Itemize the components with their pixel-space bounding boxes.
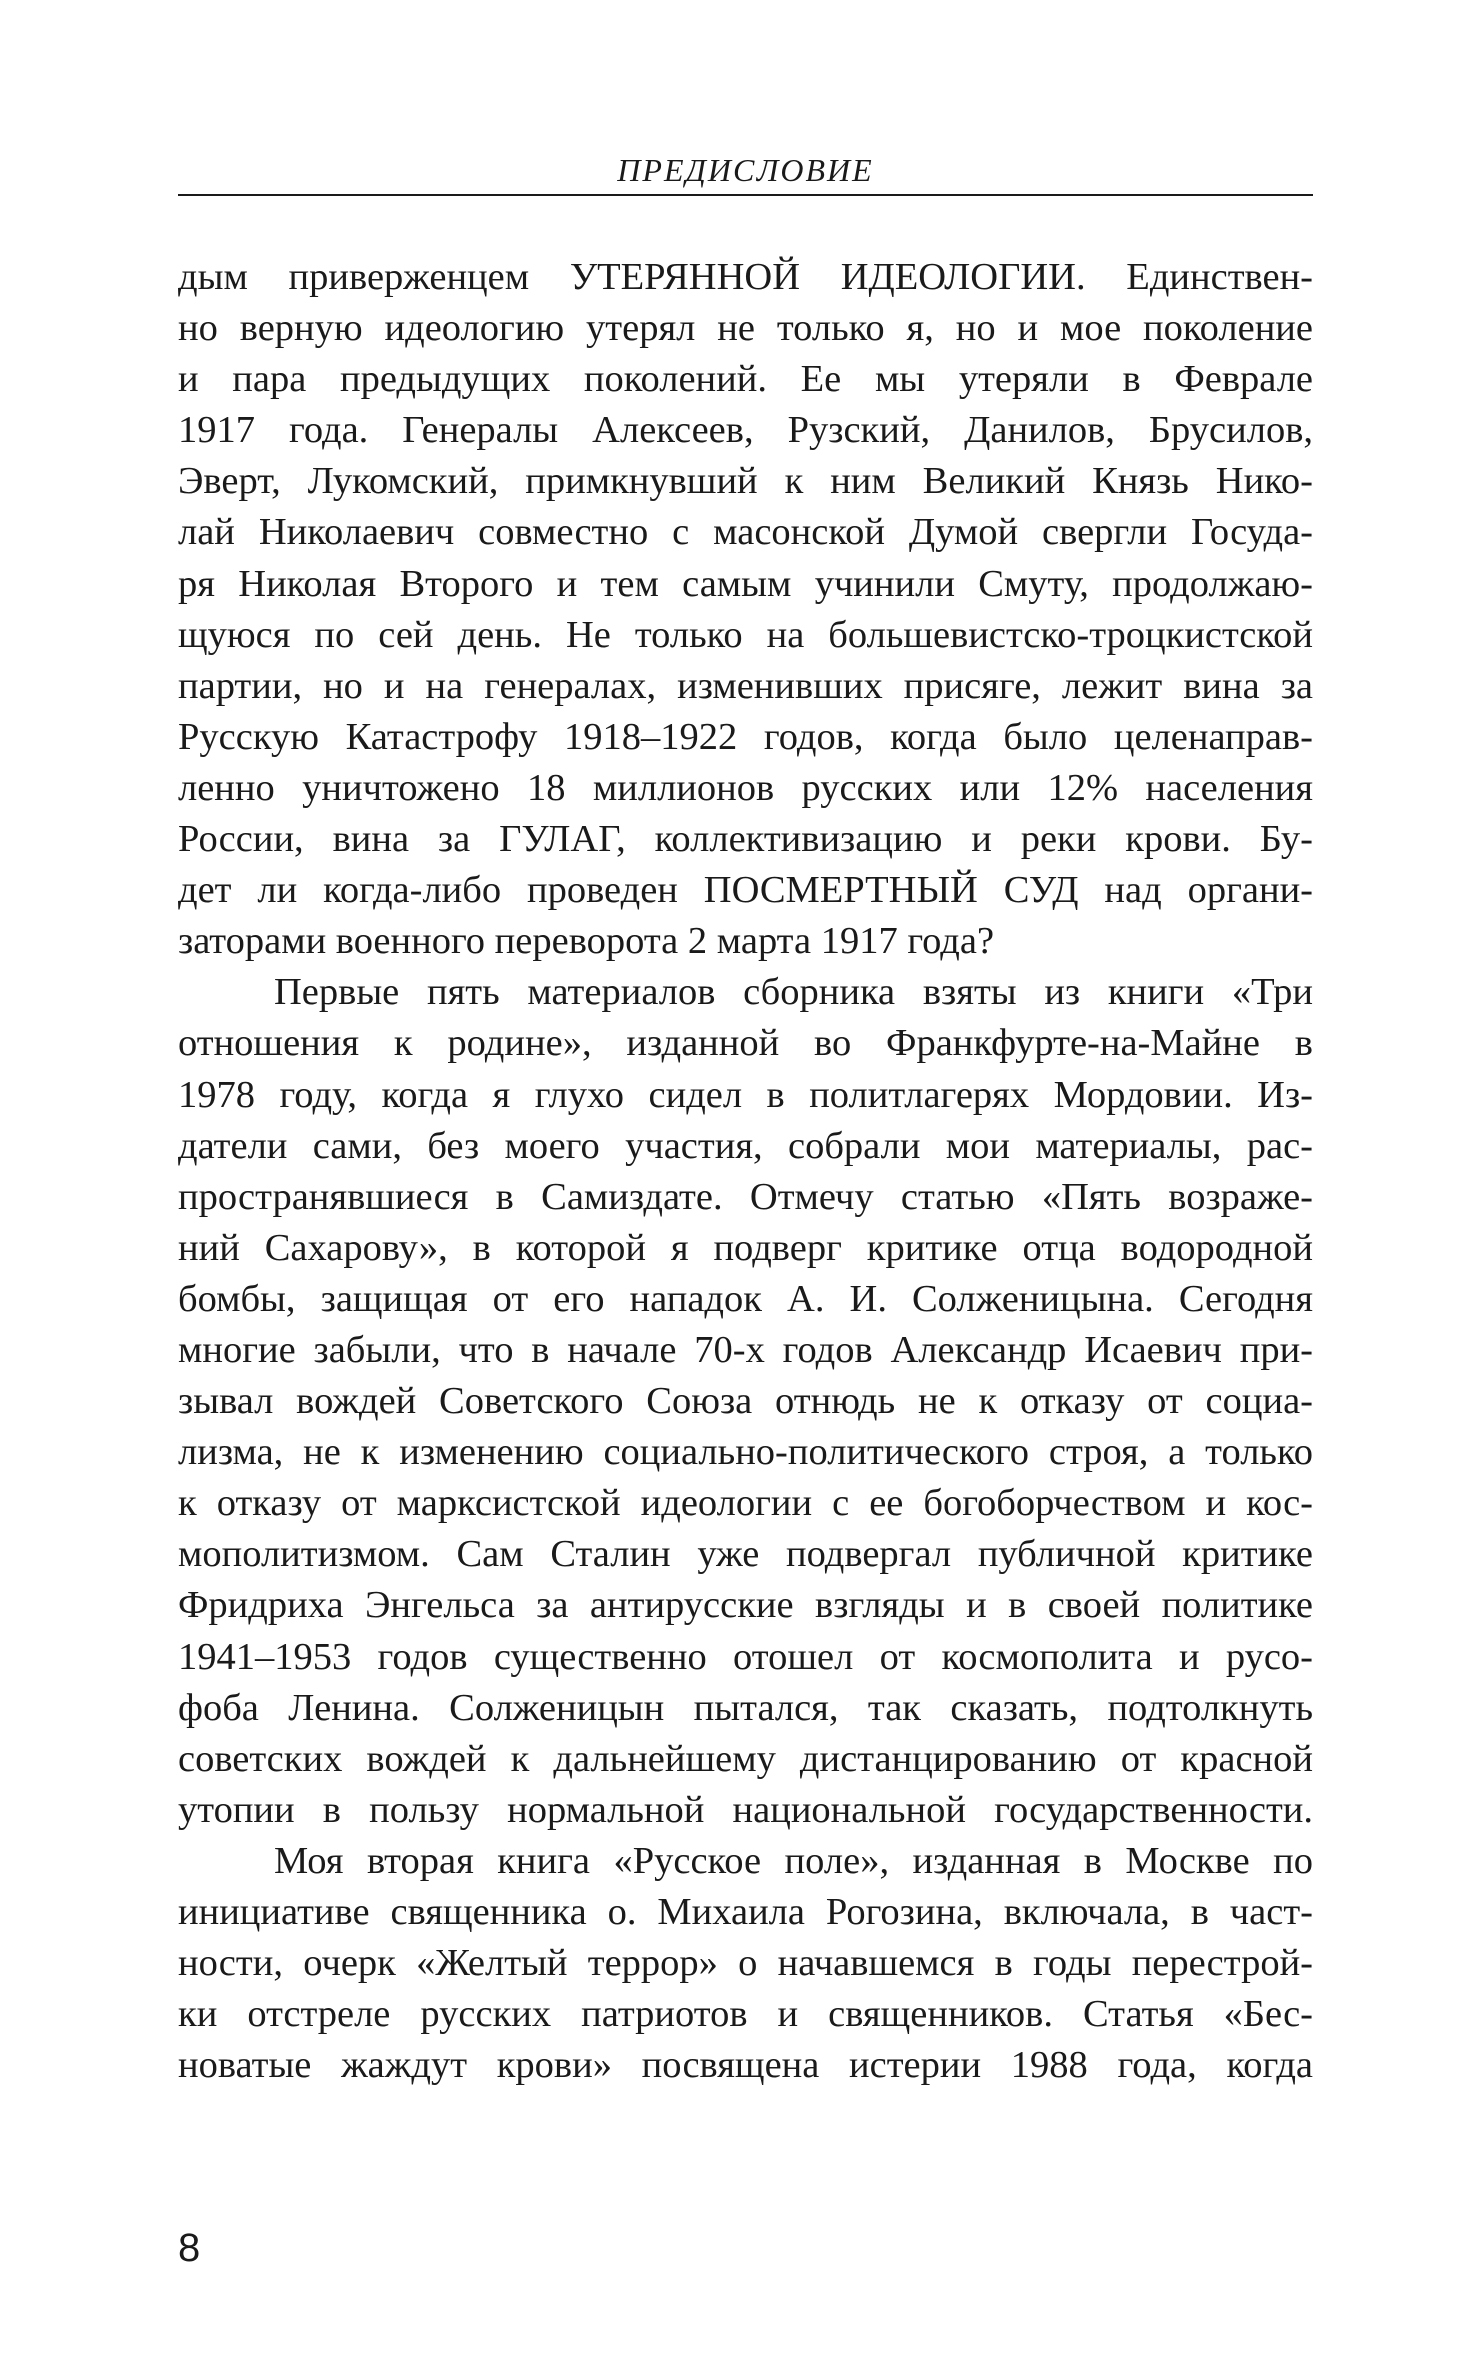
- text-line: и пара предыдущих поколений. Ее мы утеряли в Феврале: [178, 358, 1313, 401]
- text-line: Первые пять материалов сборника взяты из книги «Три: [274, 971, 1313, 1014]
- text-line: дет ли когда-либо проведен ПОСМЕРТНЫЙ СУД над органи-: [178, 869, 1313, 912]
- text-line: Русскую Катастрофу 1918–1922 годов, когда было целенаправ-: [178, 715, 1313, 758]
- text-line: Моя вторая книга «Русское поле», изданная в Москве по: [274, 1839, 1313, 1882]
- text-line: пространявшиеся в Самиздате. Отмечу статью «Пять возраже-: [178, 1175, 1313, 1218]
- text-line: Эверт, Лукомский, примкнувший к ним Великий Князь Нико-: [178, 460, 1313, 503]
- paragraph: [178, 252, 1313, 967]
- text-line: ности, очерк «Желтый террор» о начавшемся в годы перестрой-: [178, 1942, 1313, 1985]
- page-number: 8: [178, 2226, 201, 2270]
- text-body: [178, 252, 1313, 2091]
- paragraph: [178, 1836, 1313, 2091]
- text-line: ний Сахарову», в которой я подверг критике отца водородной: [178, 1226, 1313, 1269]
- text-line: партии, но и на генералах, изменивших присяге, лежит вина за: [178, 664, 1313, 707]
- text-line: дым приверженцем УТЕРЯННОЙ ИДЕОЛОГИИ. Единствен-: [178, 256, 1313, 298]
- text-line: фоба Ленина. Солженицын пытался, так сказать, подтолкнуть: [178, 1686, 1313, 1729]
- text-line: мополитизмом. Сам Сталин уже подвергал публичной критике: [178, 1533, 1313, 1576]
- text-line: бомбы, защищая от его нападок А. И. Солженицына. Сегодня: [178, 1277, 1313, 1320]
- text-line: ря Николая Второго и тем самым учинили Смуту, продолжаю-: [178, 562, 1313, 605]
- text-line: щуюся по сей день. Не только на большевистско-троцкистской: [178, 613, 1313, 656]
- text-line: Фридриха Энгельса за антирусские взгляды и в своей политике: [178, 1584, 1313, 1627]
- text-line: 1978 году, когда я глухо сидел в политлагерях Мордовии. Из-: [178, 1073, 1313, 1116]
- running-head: ПРЕДИСЛОВИЕ: [617, 152, 874, 188]
- header-rule: [178, 194, 1313, 196]
- text-line: утопии в пользу нормальной национальной государственности.: [178, 1788, 1313, 1831]
- text-line: 1941–1953 годов существенно отошел от космополита и русо-: [178, 1635, 1313, 1678]
- text-line: но верную идеологию утерял не только я, но и мое поколение: [178, 307, 1313, 350]
- text-line: зывал вождей Советского Союза отнюдь не к отказу от социа-: [178, 1380, 1313, 1423]
- text-line: ки отстреле русских патриотов и священников. Статья «Бес-: [178, 1993, 1313, 2036]
- text-line: отношения к родине», изданной во Франкфурте-на-Майне в: [178, 1022, 1313, 1065]
- text-line: многие забыли, что в начале 70-х годов Александр Исаевич при-: [178, 1328, 1313, 1371]
- text-line: заторами военного переворота 2 марта 1917 года?: [178, 920, 995, 963]
- text-line: инициативе священника о. Михаила Рогозина, включала, в част-: [178, 1891, 1313, 1933]
- paragraph: [178, 967, 1313, 1836]
- text-line: новатые жаждут крови» посвящена истерии 1988 года, когда: [178, 2044, 1313, 2087]
- text-line: лай Николаевич совместно с масонской Думой свергли Госуда-: [178, 511, 1313, 554]
- text-line: к отказу от марксистской идеологии с ее богоборчеством и кос-: [178, 1482, 1313, 1525]
- text-line: лизма, не к изменению социально-политического строя, а только: [178, 1431, 1313, 1474]
- text-line: ленно уничтожено 18 миллионов русских или 12% населения: [178, 766, 1313, 809]
- text-line: России, вина за ГУЛАГ, коллективизацию и реки крови. Бу-: [178, 818, 1313, 861]
- text-line: датели сами, без моего участия, собрали мои материалы, рас-: [178, 1124, 1313, 1167]
- text-line: 1917 года. Генералы Алексеев, Рузский, Данилов, Брусилов,: [178, 409, 1313, 452]
- text-line: советских вождей к дальнейшему дистанцированию от красной: [178, 1737, 1313, 1780]
